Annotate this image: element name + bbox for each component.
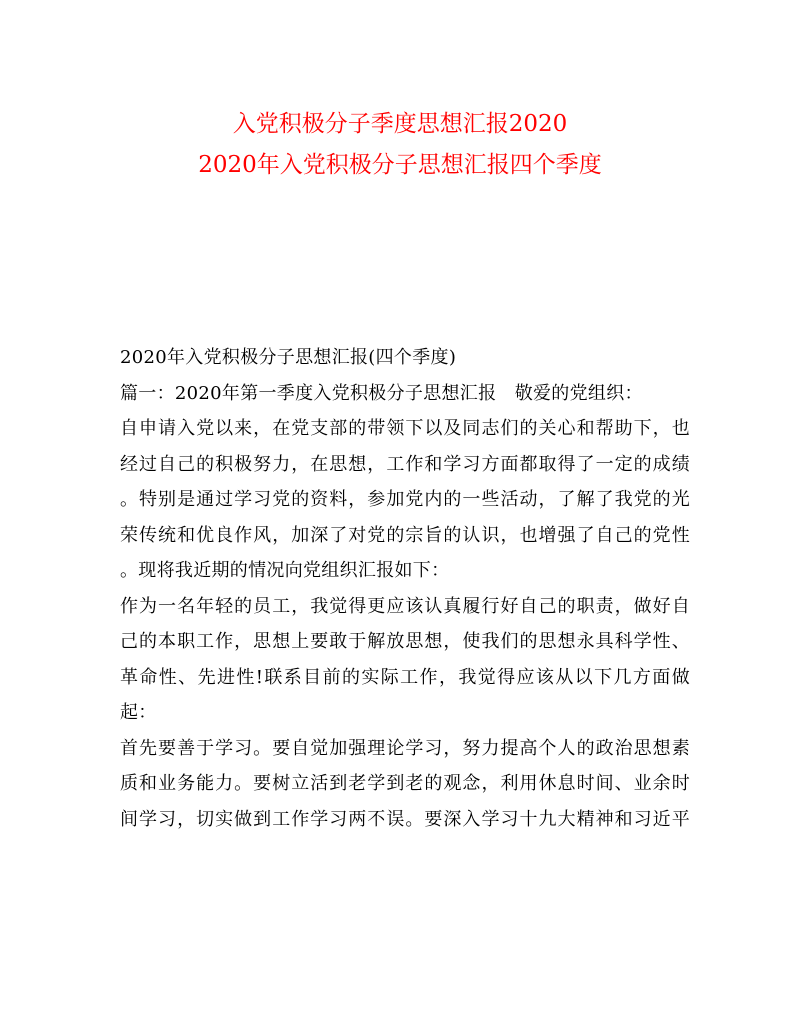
- body-line: 起：: [120, 702, 157, 723]
- title-line-1: 入党积极分子季度思想汇报2020: [232, 111, 568, 137]
- body-line: 自申请入党以来，在党支部的带领下以及同志们的关心和帮助下，也: [120, 418, 690, 439]
- body-line-subtitle: 2020年入党积极分子思想汇报(四个季度): [120, 347, 457, 368]
- document-title: [0, 104, 800, 186]
- body-line: 荣传统和优良作风，加深了对党的宗旨的认识，也增强了自己的党性: [120, 524, 690, 546]
- body-line: 首先要善于学习。要自觉加强理论学习，努力提高个人的政治思想素: [120, 737, 690, 759]
- title-line-2: 2020年入党积极分子思想汇报四个季度: [198, 152, 602, 178]
- body-line: 质和业务能力。要树立活到老学到老的观念，利用休息时间、业余时: [120, 773, 690, 794]
- body-line: 。现将我近期的情况向党组织汇报如下：: [120, 560, 450, 581]
- body-line: 己的本职工作，思想上要敢于解放思想，使我们的思想永具科学性、: [120, 631, 690, 652]
- body-line: 作为一名年轻的员工，我觉得更应该认真履行好自己的职责，做好自: [120, 595, 690, 617]
- body-line: 间学习，切实做到工作学习两不误。要深入学习十九大精神和习近平: [120, 808, 690, 830]
- body-line-salutation: 篇一：2020年第一季度入党积极分子思想汇报 敬爱的党组织：: [120, 382, 643, 404]
- body-line: 。特别是通过学习党的资料，参加党内的一些活动，了解了我党的光: [120, 489, 690, 510]
- body-line: 革命性、先进性!联系目前的实际工作，我觉得应该从以下几方面做: [120, 666, 690, 688]
- document-body: [120, 340, 690, 837]
- body-line: 经过自己的积极努力，在思想，工作和学习方面都取得了一定的成绩: [120, 453, 690, 475]
